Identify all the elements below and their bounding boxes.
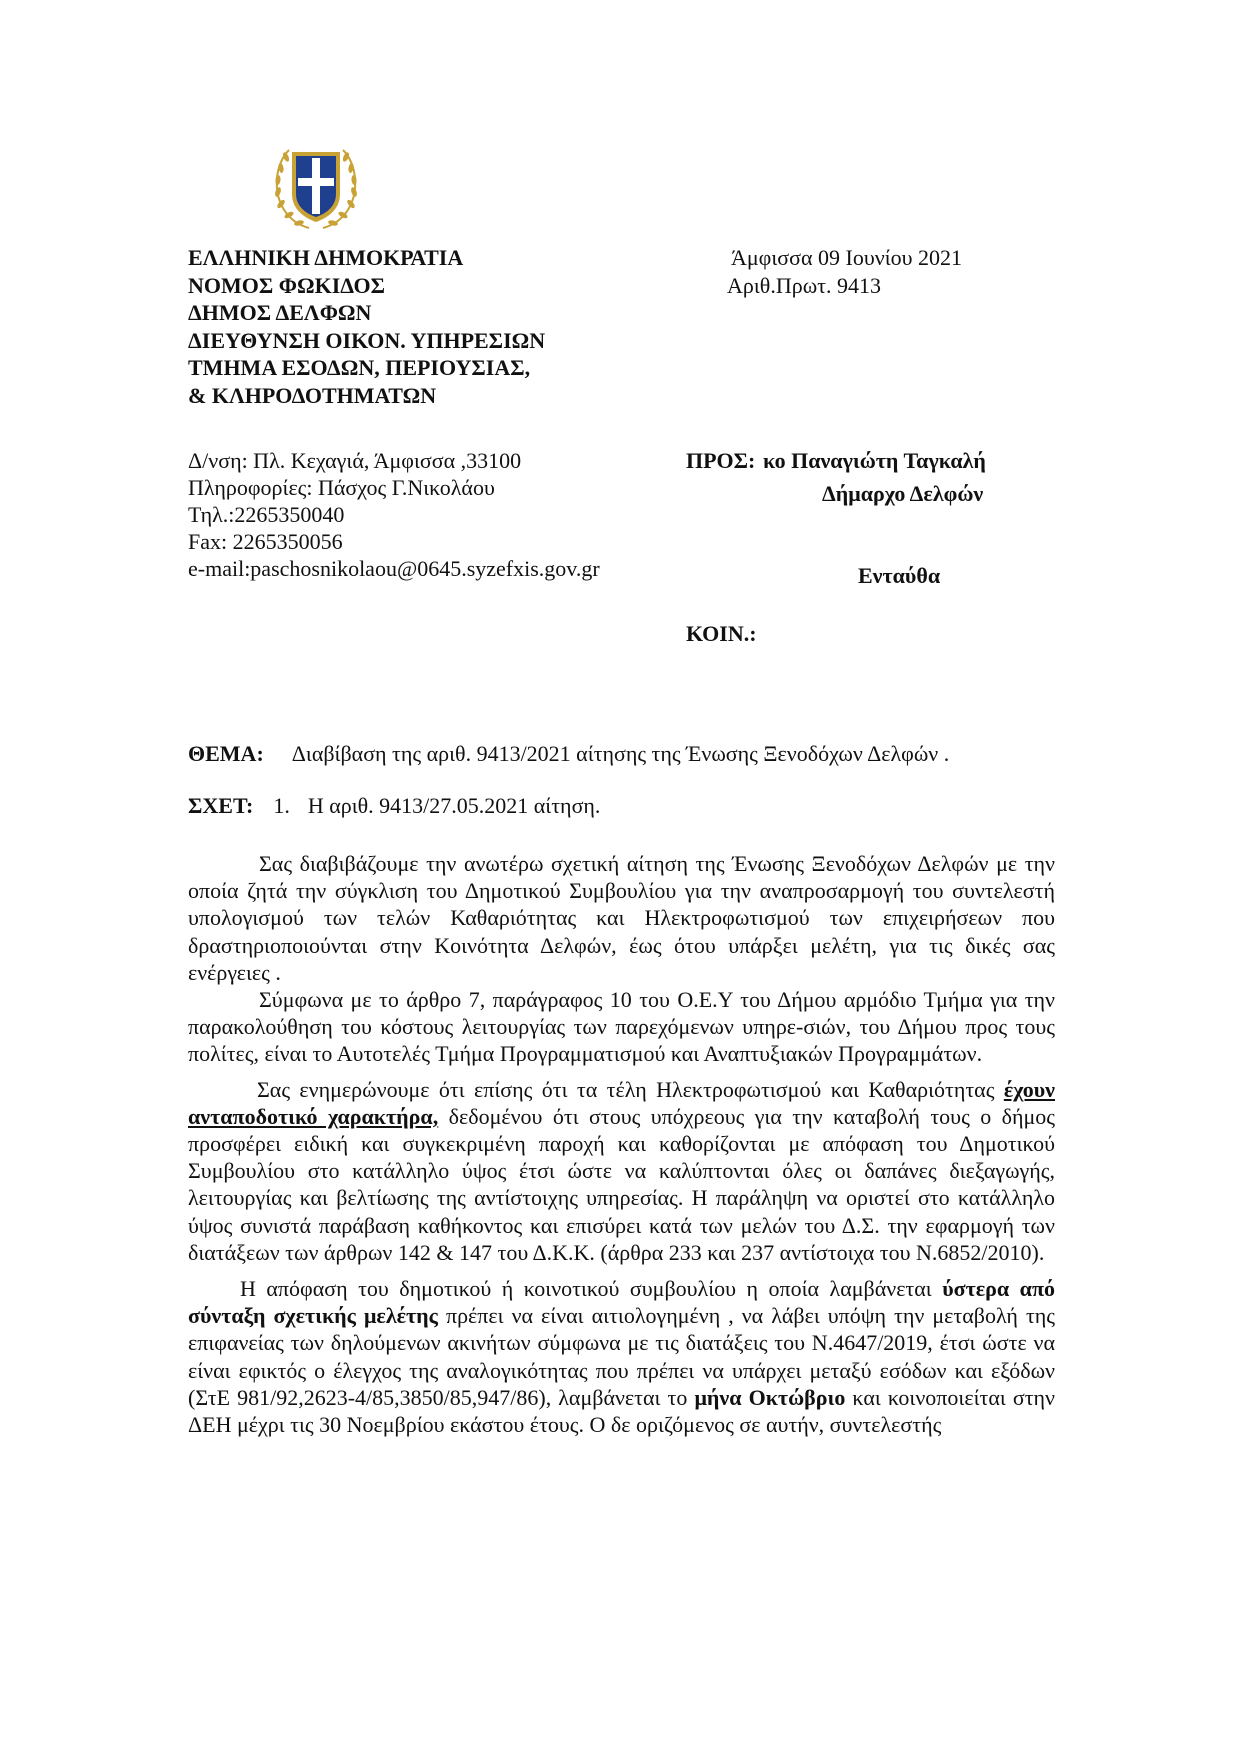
- contact-email: e-mail:paschosnikolaou@0645.syzefxis.gov.gr: [188, 556, 600, 581]
- emphasis-text: έχουν ανταποδοτικό χαρακτήρα,: [188, 1076, 1055, 1129]
- header-line: ΤΜΗΜΑ ΕΣΟΔΩΝ, ΠΕΡΙΟΥΣΙΑΣ,: [188, 355, 531, 380]
- header-line: ΝΟΜΟΣ ΦΩΚΙΔΟΣ: [188, 272, 386, 298]
- reference-text: Η αριθ. 9413/27.05.2021 αίτηση.: [307, 793, 601, 818]
- subject-label: ΘΕΜΑ:: [188, 741, 264, 766]
- paragraph-text: πρέπει να είναι αιτιολογημένη , να λάβει υπόψη την μεταβολή της επιφανείας των δηλούμενων ακινήτων σύμφωνα με τις διατάξεις του Ν.4647/2019, έτσι ώστε να είναι εφικτός ο έλεγχος της αναλογικότητας που πρέπει να υπάρχει μεταξύ εσόδων και εξόδων (ΣτΕ 981/92,2623-4/85,3850/85,947/86), λαμβάνεται το: [188, 1303, 1055, 1410]
- paragraph-text: Η απόφαση του δημοτικού ή κοινοτικού συμβουλίου η οποία λαμβάνεται: [240, 1276, 943, 1302]
- recipient-title: Δήμαρχο Δελφών: [822, 481, 984, 506]
- koin-label: ΚΟΙΝ.:: [686, 621, 757, 646]
- contact-phone: Τηλ.:2265350040: [188, 502, 345, 527]
- reference-label: ΣΧΕΤ:: [188, 793, 254, 818]
- body-paragraph: [188, 1275, 1055, 1438]
- letter-body: [188, 850, 1055, 1438]
- header-line: & ΚΛΗΡΟΔΟΤΗΜΑΤΩΝ: [188, 382, 437, 408]
- contact-info: Πληροφορίες: Πάσχος Γ.Νικολάου: [188, 475, 495, 500]
- subject-text: Διαβίβαση της αριθ. 9413/2021 αίτησης της Ένωσης Ξενοδόχων Δελφών .: [291, 741, 950, 766]
- contact-fax: Fax: 2265350056: [188, 529, 343, 554]
- protocol-number: Αριθ.Πρωτ. 9413: [727, 272, 882, 298]
- contact-address: Δ/νση: Πλ. Κεχαγιά, Άμφισσα ,33100: [188, 448, 522, 473]
- document-date: Άμφισσα 09 Ιουνίου 2021: [731, 245, 963, 270]
- header-line: ΔΗΜΟΣ ΔΕΛΦΩΝ: [188, 300, 372, 325]
- emphasis-text: ύστερα από σύνταξη σχετικής μελέτης: [188, 1276, 1055, 1329]
- recipient-name: κο Παναγιώτη Ταγκαλή: [763, 448, 986, 473]
- issuer-header: [188, 244, 545, 409]
- paragraph-text: δεδομένου ότι στους υπόχρεους για την καταβολή τους ο δήμος προσφέρει ειδική και συγκεκριμένη παροχή και καθορίζονται με απόφαση του Δημοτικού Συμβουλίου στο κατάλληλο ύψος έτσι ώστε να καλύπτονται όλες οι δαπάνες διεξαγωγής, λειτουργίας και βελτίωσης της αντίστοιχης υπηρεσίας. Η παράληψη να οριστεί στο κατάλληλο ύψος συνιστά παράβαση καθήκοντος και επισύρει κατά των μελών του Δ.Σ. την εφαρμογή των διατάξεων των άρθρων 142 & 147 του Δ.Κ.Κ. (άρθρα 233 και 237 αντίστοιχα του Ν.6852/2010).: [188, 1103, 1055, 1265]
- contact-block: [188, 447, 600, 582]
- header-line: ΕΛΛΗΝΙΚΗ ΔΗΜΟΚΡΑΤΙΑ: [188, 245, 464, 270]
- paragraph-text: Σας ενημερώνουμε ότι επίσης ότι τα τέλη Ηλεκτροφωτισμού και Καθαριότητας: [257, 1076, 1004, 1102]
- body-paragraph: Σας διαβιβάζουμε την ανωτέρω σχετική αίτηση της Ένωσης Ξενοδόχων Δελφών με την οποία ζητά την σύγκλιση του Δημοτικού Συμβουλίου για την αναπροσαρμογή του συντελεστή υπολογισμού των τελών Καθαριότητας και Ηλεκτροφωτισμού των επιχειρήσεων που δραστηριοποιούνται στην Κοινότητα Δελφών, έως ότου υπάρξει μελέτη, για τις δικές σας ενέργειες .: [188, 851, 1055, 985]
- recipient-location: Ενταύθα: [858, 563, 941, 588]
- header-line: ΔΙΕΥΘΥΝΣΗ ΟΙΚΟΝ. ΥΠΗΡΕΣΙΩΝ: [188, 327, 546, 353]
- subject-line: [188, 740, 949, 767]
- recipient-label: ΠΡΟΣ:: [686, 448, 756, 473]
- date-block: [727, 244, 962, 299]
- greek-coat-of-arms-icon: [269, 144, 363, 234]
- body-paragraph: [188, 1076, 1055, 1266]
- reference-line: [188, 792, 600, 819]
- paragraph-text: και κοινοποιείται στην ΔΕΗ μέχρι τις 30 Νοεμβρίου εκάστου έτους. Ο δε οριζόμενος σε αυτήν, συντελεστής: [188, 1384, 1056, 1438]
- body-paragraph: Σύμφωνα με το άρθρο 7, παράγραφος 10 του Ο.Ε.Υ του Δήμου αρμόδιο Τμήμα για την παρακολούθηση του κόστους λειτουργίας των παρεχόμενων υπηρε-σιών, του Δήμου προς τους πολίτες, είναι το Αυτοτελές Τμήμα Προγραμματισμού και Αναπτυξιακών Προγραμμάτων.: [188, 987, 1055, 1067]
- emphasis-text: μήνα Οκτώβριο: [694, 1384, 846, 1410]
- reference-number: 1.: [273, 793, 290, 818]
